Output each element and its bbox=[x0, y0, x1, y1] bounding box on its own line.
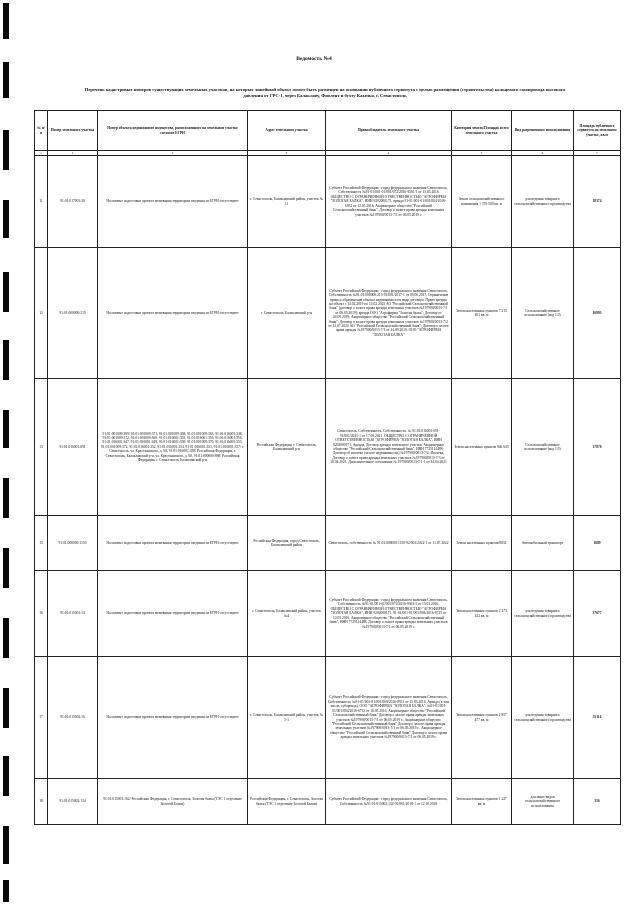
parcel-number: 91:01:000000:215 bbox=[48, 248, 98, 379]
address-cell: Российская Федерация, г. Севастополь, Балаклавский р-н bbox=[248, 379, 326, 516]
category-cell: Земли сельскохозяйственного назначения 1 376 500 кв. м bbox=[452, 156, 512, 248]
owner-cell: Севастополь, собственность № 91:01:000000:1150-92/001/2022-1 от 11.07.2022 bbox=[326, 516, 452, 571]
column-number: 2 bbox=[98, 151, 248, 156]
row-number: 18 bbox=[35, 779, 48, 825]
row-number: 11 bbox=[35, 156, 48, 248]
document-heading: Перечень кадастровых номеров существующих земельных участков, на которых линейный объект может быть размещен на основании публичного сервитута с целью размещения (строительства) кольцевого газопровода высокого давления от ГРС-1, через Балаклаву, Фиолент и бухту Казачья, г. Севастополь bbox=[84, 87, 566, 98]
column-number: 3 bbox=[248, 151, 326, 156]
scan-edge-mark bbox=[3, 272, 9, 312]
category-cell: Земли населенных пунктов 946 645 bbox=[452, 379, 512, 516]
objects-cell: На момент подготовки проекта межевания территории сведения из ЕГРН отсутствуют bbox=[98, 657, 248, 779]
scan-edge-mark bbox=[3, 3, 9, 39]
row-number: 15 bbox=[35, 516, 48, 571]
table-row bbox=[35, 779, 621, 825]
column-header-category: Категория земель/Площадь всего земельного участка bbox=[452, 111, 512, 151]
address-cell: г. Севастополь, Балаклавский район, участок № 5-1 bbox=[248, 657, 326, 779]
category-cell: Земли населенных пунктов/8832 bbox=[452, 516, 512, 571]
scan-edge-mark bbox=[3, 618, 9, 658]
scan-edge-mark bbox=[3, 548, 9, 588]
table-row bbox=[35, 248, 621, 379]
use-cell: для ведения товарного сельскохозяйственного производства bbox=[512, 657, 574, 779]
servitude-area: 16993 bbox=[574, 248, 621, 379]
column-header-parcel: Номер земельного участка bbox=[48, 111, 98, 151]
table-row bbox=[35, 516, 621, 571]
column-number: 1 bbox=[35, 151, 48, 156]
owner-cell: Субъект Российской Федерации - город федерального значения Севастополь, Собственность №91-01/001-01/001/069/2016-8911 от 15.03.2016. Аренда (в том числе, субаренда), ООО "АГРОФИРМА "ЗОЛОТАЯ БАЛКА", №91-01/001-01/001/004/2016-6712 от 16.05.2016, Акционерное общество "Российский Сельскохозяйственный банк" Договор о залоге права аренды земельных участков №197900/0013-7/1 от 06.05.2019 г., Акционерное общество "Российский Сельскохозяйственный банк" Договор о залоге права аренды земельных участков №197900/0013-7/1 от 06.05.2019 г., Акционерное общество "Российский Сельскохозяйственный банк" Договор о залоге права аренды земельных участков №197900/0013-7/1 от 06.05.2019 г. bbox=[326, 657, 452, 779]
parcel-number: 91:01:000000:1150 bbox=[48, 516, 98, 571]
address-cell: Российская Федерация, г. Севастополь, Золотая балка (ТЭС 1 отделение Золотой Балки) bbox=[248, 779, 326, 825]
scan-edge-mark bbox=[3, 130, 9, 170]
table-row bbox=[35, 379, 621, 516]
row-number: 16 bbox=[35, 571, 48, 657]
column-header-area: Площадь публичного сервитута на земельном участке, кв.м bbox=[574, 111, 621, 151]
address-cell: Российская Федерация, город Севастополь, Балаклавский район bbox=[248, 516, 326, 571]
column-header-address: Адрес земельного участка bbox=[248, 111, 326, 151]
scan-edge-mark bbox=[3, 826, 9, 864]
use-cell: для ведения товарного сельскохозяйственного производства bbox=[512, 571, 574, 657]
column-header-use: Вид разрешенного использования bbox=[512, 111, 574, 151]
scan-edge-mark bbox=[3, 62, 9, 98]
parcel-number: 91:01:016001:691 bbox=[48, 379, 98, 516]
row-number: 12 bbox=[35, 248, 48, 379]
servitude-area: 55114 bbox=[574, 657, 621, 779]
scan-edge-mark bbox=[3, 688, 9, 728]
owner-cell: Севастополь, Собственность, Собственность, № 91:01:016001:691-91/001/2021-1 от 17.09.2021. ОБЩЕСТВО С ОГРАНИЧЕННОЙ ОТВЕТСТВЕННОСТЬЮ "АГРОФИРМА "ЗОЛОТАЯ БАЛКА", ИНН 9202000171; Аренда, Договор аренды земельного участка; Акционерное общество "Российский Сельскохозяйственный банк", ИНН 7725114488; Договор об ипотеке (залоге недвижимости) №197900/0013-7/2; Ипотека, Договор о залоге права аренды земельных участков №197900/0013-7/3 от 18.04.2021. Дополнительное соглашение № 197900/0013-7/1-1 от 14.04.2021 bbox=[326, 379, 452, 516]
servitude-area: 37677 bbox=[574, 571, 621, 657]
scan-edge-mark bbox=[3, 756, 9, 796]
parcel-register-table bbox=[34, 110, 621, 825]
owner-cell: Субъект Российской Федерации - город федерального значения Севастополь, Собственность №91-01/001-01/001/072/2016-9361/1 от 15.03.2016 ОБЩЕСТВО С ОГРАНИЧЕННОЙ ОТВЕСТВЕННОСТЬЮ "АГРОФИРМА "ЗОЛОТАЯ БАЛКА", ИНН 9202000171, аренда 91-01/001-01/001/004/2016-6952 от 12.05.2016, Акционерное общество "Российский Сельскохозяйственный банк", Договор о залоге права аренды земельных участков №197900/0013-7/1 от 06.05.2019 г. bbox=[326, 156, 452, 248]
table-header-row bbox=[35, 111, 621, 151]
parcel-number: 91:01:017001:30 bbox=[48, 156, 98, 248]
owner-cell: Субъект Российской Федерации - город федерального значения Севастополь, Собственность №91:01:015002:134-91/001/2018-1 от 12.10.2018 bbox=[326, 779, 452, 825]
scan-edge-mark bbox=[3, 200, 9, 238]
parcel-number: 91:01:015001:14 bbox=[48, 571, 98, 657]
table-row bbox=[35, 657, 621, 779]
address-cell: г. Севастополь, Балаклавский район, участок №4 bbox=[248, 571, 326, 657]
use-cell: Автомобильный транспорт bbox=[512, 516, 574, 571]
servitude-area: 356 bbox=[574, 779, 621, 825]
table-row bbox=[35, 156, 621, 248]
servitude-area: 18374 bbox=[574, 156, 621, 248]
objects-cell: 91:01:001009:389/ 91:01:001009:371, 91:01:001009:368, 91:01:001009:363, 91:01:016001:348, 91:01:001009:372, 91:01:001009:369, 91:01:016001:355, 91:01:016001:359, 91:01:016001:356, 91:01:016001:347, 91:01:016001:349, 91:01:016001:350/ 91:01:001009:370, 91:01:016001:353, 91:01:001009:372, 91:01:016001:352, 91:01:016001:354, 91:01:016001:351, 91:01:016001:357/ г. Севастополь, ул. Крестьянского, д. 60, 91:01:016001:358/ Российская Федерация, г. Севастополь, Балаклавский р-н, ул. Крестьянского, д. 60, 91:01:000000:888/ Российская Федерация, г. Севастополь, Балаклавский р-н bbox=[98, 379, 248, 516]
use-cell: для иных видов сельскохозяйственного использования bbox=[512, 779, 574, 825]
address-cell: г. Севастополь, Балаклавский р-н bbox=[248, 248, 326, 379]
servitude-area: 1689 bbox=[574, 516, 621, 571]
column-number: 7 bbox=[574, 151, 621, 156]
scan-edge-mark bbox=[3, 340, 9, 380]
objects-cell: На момент подготовки проекта межевания территории сведения из ЕГРН отсутствуют bbox=[98, 156, 248, 248]
table-row bbox=[35, 571, 621, 657]
row-number: 17 bbox=[35, 657, 48, 779]
page-title: Ведомость №4 bbox=[296, 56, 332, 62]
scan-edge-mark bbox=[3, 478, 9, 518]
column-number: 1 bbox=[48, 151, 98, 156]
objects-cell: На момент подготовки проекта межевания территории сведения из ЕГРН отсутствуют bbox=[98, 248, 248, 379]
category-cell: Земли населенных пунктов 1 227 кв. м bbox=[452, 779, 512, 825]
owner-cell: Субъект Российской Федерации - город федерального значения Севастополь, Собственность №91-01/001-01/001/072/2016-9363/1 от 15.03.2016. ОБЩЕСТВО С ОГРАНИЧЕННОЙ ОТВЕСТВЕННОСТЬЮ "АГРОФИРМА "ЗОЛОТАЯ БАЛКА", ИНН 9202000171, 91-01/001-01/001/004/2016-6725 от 12.05.2016, Акционерное общество "Российский Сельскохозяйственный банк", ИНН 7725114488, Договор о залоге права аренды земельных участков №197900/0013-7/1 от 06.05.2019 г. bbox=[326, 571, 452, 657]
column-number: 4 bbox=[326, 151, 452, 156]
row-number: 13 bbox=[35, 379, 48, 516]
column-number: 6 bbox=[512, 151, 574, 156]
category-cell: Земли населенных пунктов 2 273 432 кв. м bbox=[452, 571, 512, 657]
column-header-no: № п/п bbox=[35, 111, 48, 151]
use-cell: Сельскохозяйственное использование (код 1.0) bbox=[512, 248, 574, 379]
objects-cell: На момент подготовки проекта межевания территории сведения из ЕГРН отсутствуют bbox=[98, 516, 248, 571]
address-cell: г. Севастополь, Балаклавский район, участок № 11 bbox=[248, 156, 326, 248]
use-cell: Сельскохозяйственное использование (код 1.0) bbox=[512, 379, 574, 516]
scan-edge-mark bbox=[3, 880, 9, 902]
column-header-objects: Номер объекта недвижимого имущества, расположенного на земельном участке согласно ЕГРН bbox=[98, 111, 248, 151]
use-cell: для ведения товарного сельскохозяйственного производства bbox=[512, 156, 574, 248]
column-header-owner: Правообладатель земельного участка bbox=[326, 111, 452, 151]
servitude-area: 17870 bbox=[574, 379, 621, 516]
column-number: 5 bbox=[452, 151, 512, 156]
category-cell: Земли населенных пунктов 2 857 477 кв. м bbox=[452, 657, 512, 779]
scan-edge-mark bbox=[3, 410, 9, 448]
category-cell: Земли населенных пунктов 7 215 401 кв. м bbox=[452, 248, 512, 379]
owner-cell: Субъект Российской Федерации - город федерального значения Севастополь, Собственность №91:01:000000:215-91/001/2017-1 от 09.06.2017; Ограничение права и обременение объекта недвижимости в виде договора. Право аренды на объект с 14.02.2019 по 14.02.2025 АО "Российский Сельскохозяйственный банк" (договор о залоге права аренды земельных участков №197900/0013-7/1 от 06.05.2019); аренда ООО "Агрофирма "Золотая балка"; Договор от 24.09.2019; Акционерное общество "Российский Сельскохозяйственный банк", Договор о залоге права аренды земельных участков №197900/0013-7/2 от 13.07.2020 АО "Российский Сельскохозяйственный банк"; Договор о залоге права аренды №197900/0013-7/1 от 24.09.2019; ООО "АГРОФИРМА "ЗОЛОТАЯ БАЛКА" bbox=[326, 248, 452, 379]
parcel-number: 91:01:015002:16 bbox=[48, 657, 98, 779]
objects-cell: На момент подготовки проекта межевания территории сведения из ЕГРН отсутствуют bbox=[98, 571, 248, 657]
objects-cell: 91:01:015001:162/ Российская Федерация, г. Севастополь, Золотая балка (ТЭС 1 отделение Золотой Балки) bbox=[98, 779, 248, 825]
parcel-number: 91:01:015002:134 bbox=[48, 779, 98, 825]
